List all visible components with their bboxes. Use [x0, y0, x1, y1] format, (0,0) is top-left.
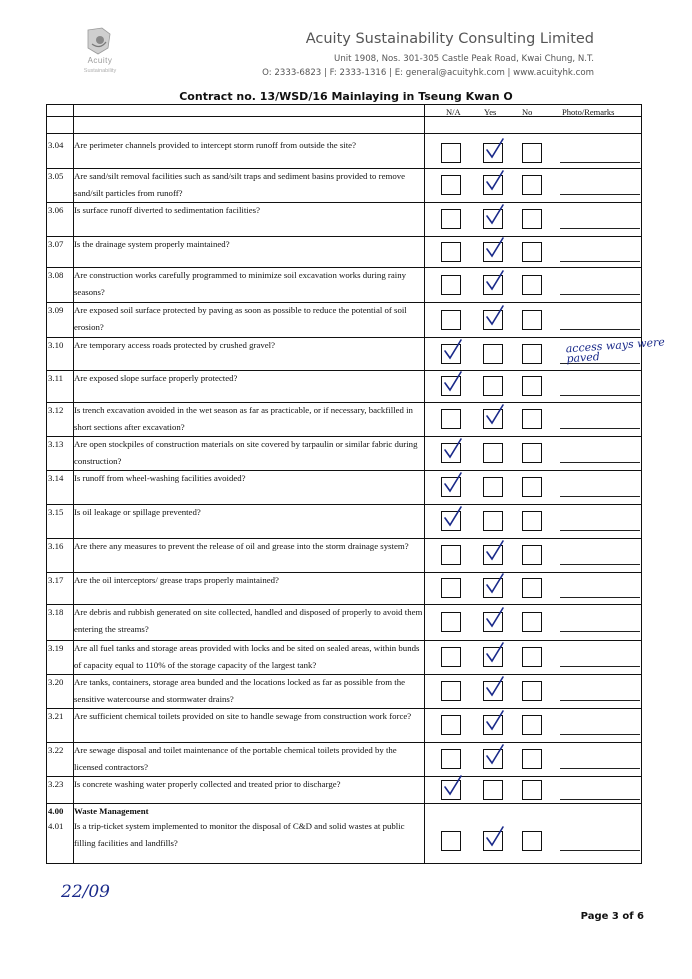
remarks-line[interactable] — [560, 162, 640, 163]
question-text: Is concrete washing water properly collected and treated prior to discharge? — [74, 779, 341, 789]
remarks-line[interactable] — [560, 462, 640, 463]
checkbox-no[interactable] — [522, 143, 542, 163]
checkbox-no[interactable] — [522, 831, 542, 851]
check-mark-icon — [484, 641, 506, 670]
row-number: 3.06 — [48, 205, 64, 215]
checkbox-no[interactable] — [522, 242, 542, 262]
checkbox-yes[interactable] — [483, 780, 503, 800]
logo-name: Acuity — [87, 56, 113, 65]
checkbox-na[interactable] — [441, 749, 461, 769]
checkbox-na[interactable] — [441, 831, 461, 851]
contract-title: Contract no. 13/WSD/16 Mainlaying in Tseung Kwan O — [179, 90, 513, 103]
checkbox-na[interactable] — [441, 209, 461, 229]
checkbox-yes[interactable] — [483, 511, 503, 531]
column-header-no: No — [522, 107, 533, 117]
checkbox-no[interactable] — [522, 275, 542, 295]
remarks-line[interactable] — [560, 734, 640, 735]
checkbox-na[interactable] — [441, 175, 461, 195]
remarks-line[interactable] — [560, 597, 640, 598]
checkbox-yes[interactable] — [483, 477, 503, 497]
checkbox-no[interactable] — [522, 780, 542, 800]
checkbox-na[interactable] — [441, 310, 461, 330]
checkbox-no[interactable] — [522, 409, 542, 429]
remarks-line[interactable] — [560, 496, 640, 497]
checkbox-na[interactable] — [441, 647, 461, 667]
remarks-line[interactable] — [560, 395, 640, 396]
row-number: 3.07 — [48, 239, 64, 249]
question-text: Are exposed soil surface protected by paving as soon as possible to reduce the potential of soil erosion? — [74, 305, 407, 332]
check-mark-icon — [484, 709, 506, 738]
company-contact: O: 2333-6823 | F: 2333-1316 | E: general@acuityhk.com | www.acuityhk.com — [262, 68, 594, 78]
check-mark-icon — [442, 370, 464, 399]
checkbox-na[interactable] — [441, 681, 461, 701]
question-text: Are debris and rubbish generated on site collected, handled and disposed of properly to avoid them entering the streams? — [74, 607, 423, 634]
checkbox-no[interactable] — [522, 209, 542, 229]
logo-icon — [72, 26, 128, 56]
check-mark-icon — [442, 338, 464, 367]
remarks-line[interactable] — [560, 228, 640, 229]
check-mark-icon — [484, 403, 506, 432]
company-name: Acuity Sustainability Consulting Limited — [305, 31, 594, 47]
checkbox-na[interactable] — [441, 242, 461, 262]
check-mark-icon — [442, 471, 464, 500]
row-number: 4.01 — [48, 821, 64, 831]
question-text: Are sufficient chemical toilets provided on site to handle sewage from construction work force? — [74, 711, 412, 721]
checkbox-yes[interactable] — [483, 344, 503, 364]
question-text: Is the drainage system properly maintained? — [74, 239, 230, 249]
row-number: 3.10 — [48, 340, 64, 350]
question-text: Are exposed slope surface properly protected? — [74, 373, 238, 383]
checkbox-no[interactable] — [522, 344, 542, 364]
check-mark-icon — [484, 203, 506, 232]
check-mark-icon — [442, 437, 464, 466]
check-mark-icon — [484, 825, 506, 854]
handwritten-date: 22/09 — [61, 882, 110, 902]
question-text: Are construction works carefully programmed to minimize soil excavation works during rainy seasons? — [74, 270, 406, 297]
column-header-yes: Yes — [484, 107, 497, 117]
question-text: Are perimeter channels provided to intercept storm runoff from outside the site? — [74, 140, 356, 150]
checkbox-no[interactable] — [522, 511, 542, 531]
checkbox-no[interactable] — [522, 175, 542, 195]
row-number: 3.19 — [48, 643, 64, 653]
check-mark-icon — [484, 743, 506, 772]
checkbox-na[interactable] — [441, 143, 461, 163]
row-number: 3.09 — [48, 305, 64, 315]
remarks-line[interactable] — [560, 564, 640, 565]
row-number: 3.20 — [48, 677, 64, 687]
header-divider — [47, 133, 641, 134]
question-text: Is runoff from wheel-washing facilities avoided? — [74, 473, 246, 483]
check-mark-icon — [484, 572, 506, 601]
checkbox-no[interactable] — [522, 612, 542, 632]
remark-handwritten: access ways were paved — [565, 335, 666, 366]
page-number: Page 3 of 6 — [580, 911, 644, 922]
row-number: 3.22 — [48, 745, 64, 755]
checkbox-no[interactable] — [522, 477, 542, 497]
check-mark-icon — [484, 606, 506, 635]
remarks-line[interactable] — [560, 530, 640, 531]
check-mark-icon — [484, 269, 506, 298]
question-text: Are the oil interceptors/ grease traps properly maintained? — [74, 575, 279, 585]
checkbox-no[interactable] — [522, 310, 542, 330]
column-header-remarks: Photo/Remarks — [562, 107, 615, 117]
checkbox-na[interactable] — [441, 578, 461, 598]
row-number: 3.18 — [48, 607, 64, 617]
checkbox-no[interactable] — [522, 443, 542, 463]
section-heading: Waste Management — [74, 806, 149, 816]
logo-subtext: Sustainability — [83, 68, 117, 74]
check-mark-icon — [484, 539, 506, 568]
row-number: 3.11 — [48, 373, 64, 383]
header-divider — [47, 116, 641, 117]
remarks-line[interactable] — [560, 666, 640, 667]
row-number: 3.21 — [48, 711, 64, 721]
row-number: 3.13 — [48, 439, 64, 449]
row-number: 3.12 — [48, 405, 64, 415]
checkbox-yes[interactable] — [483, 376, 503, 396]
company-address: Unit 1908, Nos. 301-305 Castle Peak Road, Kwai Chung, N.T. — [334, 54, 594, 64]
checkbox-no[interactable] — [522, 647, 542, 667]
row-number: 3.16 — [48, 541, 64, 551]
remarks-line[interactable] — [560, 850, 640, 851]
check-mark-icon — [484, 236, 506, 265]
check-mark-icon — [484, 304, 506, 333]
question-text: Are sand/silt removal facilities such as sand/silt traps and sediment basins provided to remove sand/silt particles from runoff? — [74, 171, 406, 198]
checkbox-no[interactable] — [522, 681, 542, 701]
question-text: Are sewage disposal and toilet maintenance of the portable chemical toilets provided by the licensed contractors? — [74, 745, 397, 772]
checkbox-no[interactable] — [522, 578, 542, 598]
question-text: Are open stockpiles of construction materials on site covered by tarpaulin or similar fabric during construction? — [74, 439, 418, 466]
question-text: Are all fuel tanks and storage areas provided with locks and be sited on sealed areas, within bunds of capacity equal to 110% of the storage capacity of the largest tank? — [74, 643, 420, 670]
remarks-line[interactable] — [560, 700, 640, 701]
checkbox-na[interactable] — [441, 409, 461, 429]
check-mark-icon — [484, 137, 506, 166]
checkbox-na[interactable] — [441, 715, 461, 735]
question-text: Is a trip-ticket system implemented to monitor the disposal of C&D and solid wastes at public filling facilities and landfills? — [74, 821, 405, 848]
question-text: Is oil leakage or spillage prevented? — [74, 507, 201, 517]
remarks-line[interactable] — [560, 194, 640, 195]
question-text: Are tanks, containers, storage area bunded and the locations locked as far as possible from the sensitive watercourse and stormwater drains? — [74, 677, 405, 704]
remarks-line[interactable] — [560, 428, 640, 429]
checkbox-no[interactable] — [522, 749, 542, 769]
row-number: 3.15 — [48, 507, 64, 517]
remarks-line[interactable] — [560, 261, 640, 262]
row-number: 3.17 — [48, 575, 64, 585]
row-number: 3.04 — [48, 140, 64, 150]
check-mark-icon — [442, 505, 464, 534]
row-number: 3.23 — [48, 779, 64, 789]
remarks-line[interactable] — [560, 799, 640, 800]
question-text: Is trench excavation avoided in the wet season as far as practicable, or if necessary, backfilled in short sections after excavation? — [74, 405, 413, 432]
checkbox-no[interactable] — [522, 545, 542, 565]
checkbox-no[interactable] — [522, 715, 542, 735]
row-number: 4.00 — [48, 806, 64, 816]
column-header-na: N/A — [446, 107, 461, 117]
checkbox-na[interactable] — [441, 612, 461, 632]
check-mark-icon — [484, 675, 506, 704]
remarks-line[interactable] — [560, 768, 640, 769]
remarks-line[interactable] — [560, 294, 640, 295]
question-text: Are temporary access roads protected by crushed gravel? — [74, 340, 276, 350]
checkbox-na[interactable] — [441, 275, 461, 295]
remarks-line[interactable] — [560, 329, 640, 330]
question-text: Is surface runoff diverted to sedimentation facilities? — [74, 205, 260, 215]
row-number: 3.05 — [48, 171, 64, 181]
row-number: 3.08 — [48, 270, 64, 280]
check-mark-icon — [442, 774, 464, 803]
checkbox-na[interactable] — [441, 545, 461, 565]
remarks-line[interactable] — [560, 631, 640, 632]
checkbox-yes[interactable] — [483, 443, 503, 463]
row-number: 3.14 — [48, 473, 64, 483]
question-text: Are there any measures to prevent the release of oil and grease into the storm drainage system? — [74, 541, 409, 551]
checkbox-no[interactable] — [522, 376, 542, 396]
check-mark-icon — [484, 169, 506, 198]
